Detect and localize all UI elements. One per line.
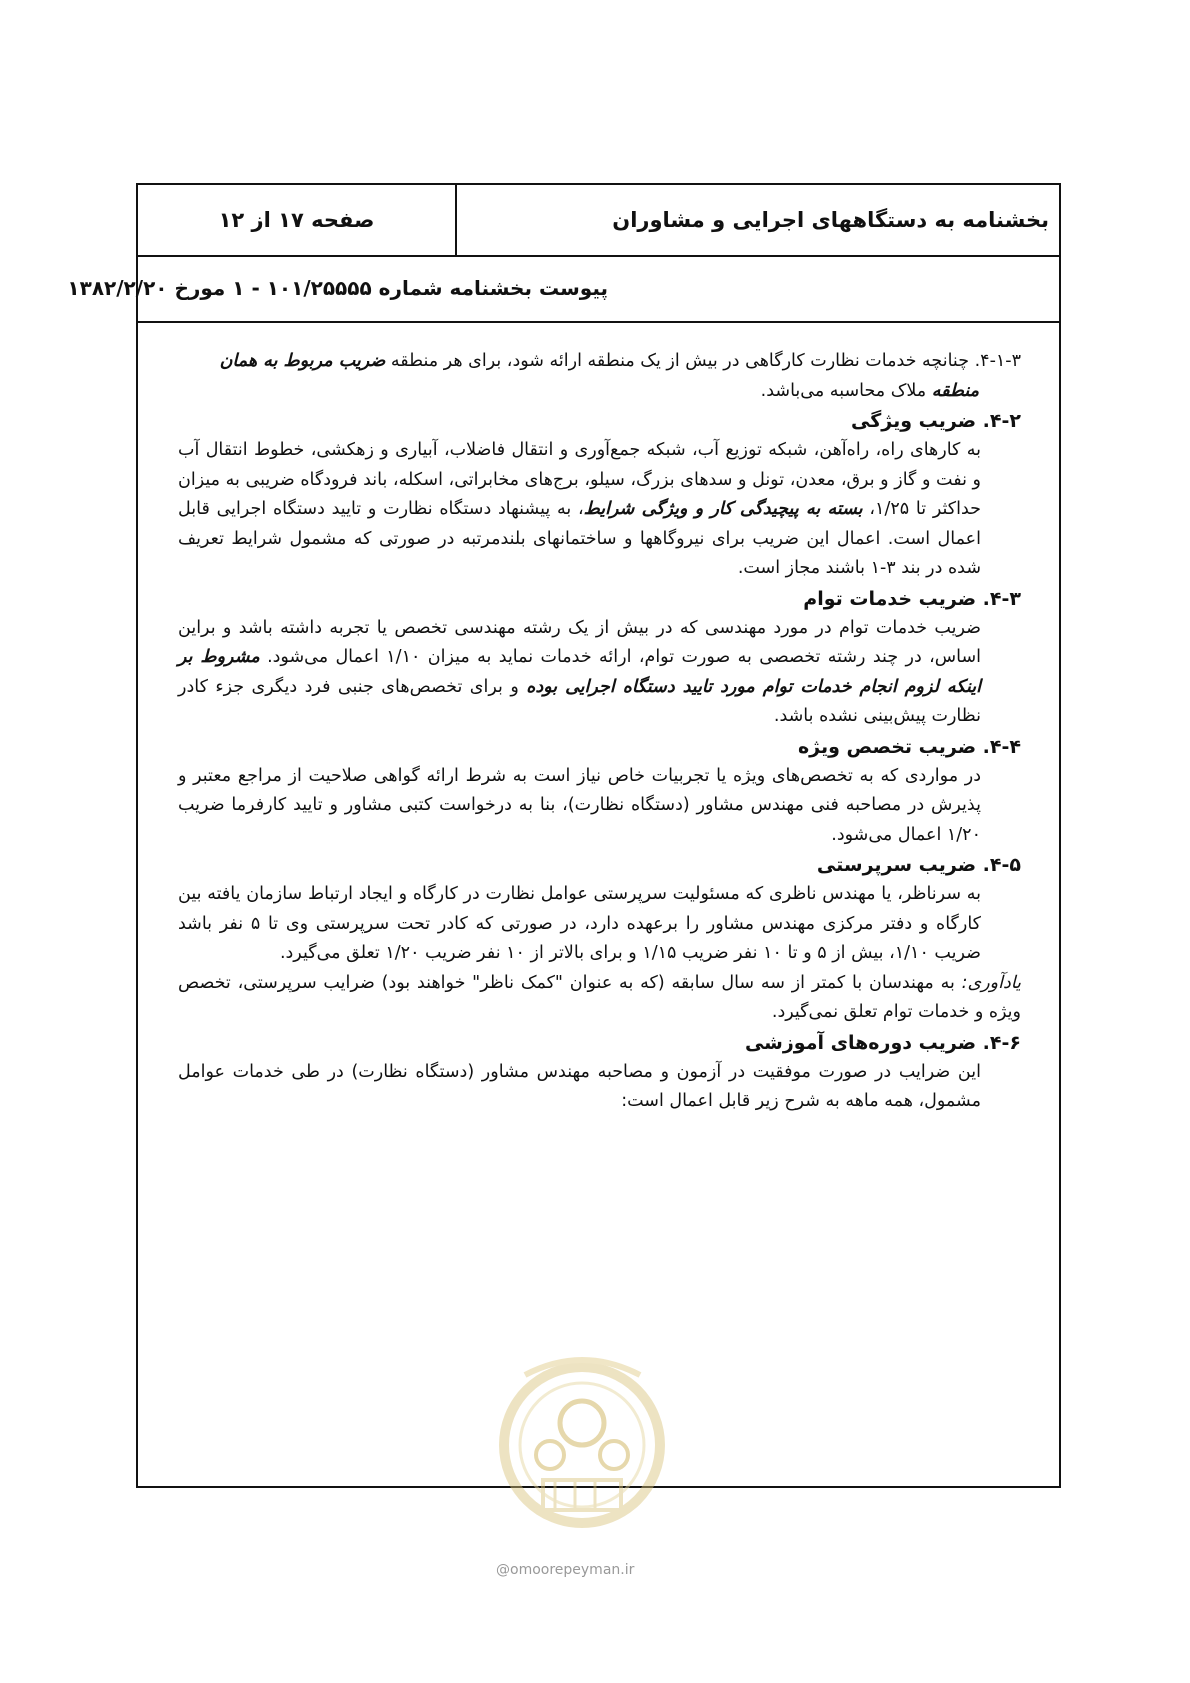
note-label: یادآوری: — [961, 972, 1021, 993]
header-row — [138, 185, 1059, 257]
heading-4-6: ۴-۶. ضریب دوره‌های آموزشی — [744, 1031, 1021, 1054]
clause-text: ملاک محاسبه می‌باشد. — [760, 380, 932, 401]
clause-highlight: منطقه — [931, 380, 979, 401]
attachment-reference: پیوست بخشنامه شماره ۱۰۱/۲۵۵۵۵ - ۱ مورخ ۱۳۸۲/۲/۲۰ — [138, 257, 1059, 323]
heading-4-3: ۴-۳. ضریب خدمات توام — [803, 587, 1021, 610]
reminder-note — [178, 969, 1021, 1028]
paragraph-highlight: مشروط بر اینکه لزوم انجام خدمات توام مورد تایید دستگاه اجرایی بوده — [178, 647, 981, 697]
paragraph-4-5 — [178, 880, 1021, 969]
clause-4-1-3-cont — [178, 377, 1021, 407]
paragraph-text: ضریب خدمات توام در مورد مهندسی که در بیش از یک رشته مهندسی تخصص یا تجربه داشته باشد و براین اساس، در چند رشته تخصصی به صورت توام، ارائه خدمات نماید به میزان ۱/۱۰ اعمال می‌شود. — [178, 617, 981, 667]
watermark-logo-icon — [495, 1335, 670, 1560]
heading-4-4: ۴-۴. ضریب تخصص ویژه — [797, 735, 1021, 758]
paragraph-text: ، به پیشنهاد دستگاه نظارت و تایید دستگاه اجرایی قابل اعمال است. اعمال این ضریب برای نیروگاهها و ساختمانهای بلندمرتبه در صورتی که مشمول شرایط تعریف شده در بند ۳-۱ باشند مجاز است. — [178, 499, 981, 578]
paragraph-text: این ضرایب در صورت موفقیت در آزمون و مصاحبه مهندس مشاور (دستگاه نظارت) در طی خدمات عوامل مشمول، همه ماهه به شرح زیر قابل اعمال است: — [178, 1061, 981, 1111]
page-number: صفحه ۱۷ از ۱۲ — [218, 208, 375, 232]
paragraph-4-3 — [178, 614, 1021, 732]
paragraph-4-4 — [178, 762, 1021, 851]
paragraph-4-6 — [178, 1058, 1021, 1117]
paragraph-text: در مواردی که به تخصص‌های ویژه یا تجربیات خاص نیاز است به شرط ارائه گواهی صلاحیت از مراجع معتبر و پذیرش در مصاحبه فنی مهندس مشاور (دستگاه نظارت)، بنا به درخواست کتبی مشاور و تایید کارفرما ضریب ۱/۲۰ اعمال می‌شود. — [178, 765, 981, 845]
clause-highlight: ضریب مربوط به همان — [219, 351, 386, 371]
paragraph-text: و برای تخصص‌های جنبی فرد دیگری جزء کادر نظارت پیش‌بینی نشده باشد. — [178, 676, 981, 726]
paragraph-text: به کارهای راه، راه‌آهن، شبکه توزیع آب، شبکه جمع‌آوری و انتقال فاضلاب، آبیاری و زهکشی، خطوط انتقال آب و نفت و گاز و برق، معدن، تونل و سدهای بزرگ، سیلو، برج‌های مخابراتی، اسکله، باند فرودگاه ضریبی به میزان حداکثر تا ۱/۲۵، — [178, 440, 981, 519]
clause-text: ۴-۱-۳. چنانچه خدمات نظارت کارگاهی در بیش از یک منطقه ارائه شود، برای هر منطقه — [385, 351, 1021, 371]
footer-website: @omoorepeyman.ir — [496, 1562, 635, 1578]
document-frame — [67, 183, 1061, 1488]
document-title: بخشنامه به دستگاههای اجرایی و مشاوران — [455, 185, 1059, 255]
paragraph-4-2 — [178, 436, 1021, 584]
clause-4-1-3 — [178, 347, 1021, 377]
paragraph-text: به سرناظر، یا مهندس ناظری که مسئولیت سرپرستی عوامل نظارت در کارگاه و ایجاد ارتباط سازمان یافته بین کارگاه و دفتر مرکزی مهندس مشاور را برعهده دارد، در صورتی که کادر تحت سرپرستی وی تا ۵ نفر باشد ضریب ۱/۱۰، بیش از ۵ و تا ۱۰ نفر ضریب ۱/۱۵ و برای بالاتر از ۱۰ نفر ضریب ۱/۲۰ تعلق می‌گیرد. — [178, 884, 982, 963]
heading-4-5: ۴-۵. ضریب سرپرستی — [816, 854, 1021, 876]
note-text: به مهندسان با کمتر از سه سال سابقه (که به عنوان "کمک ناظر" خواهند بود) ضرایب سرپرستی، تخصص ویژه و خدمات توام تعلق نمی‌گیرد. — [178, 972, 1021, 1022]
paragraph-highlight: بسته به پیچیدگی کار و ویژگی شرایط — [583, 499, 863, 519]
heading-4-2: ۴-۲. ضریب ویژگی — [850, 410, 1021, 432]
document-body — [178, 347, 1021, 1117]
